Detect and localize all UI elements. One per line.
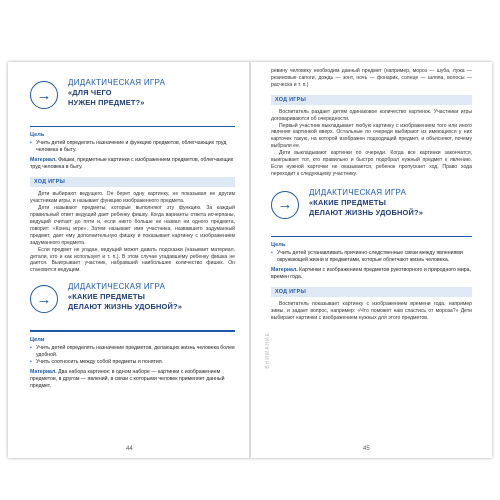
progress-bar: ХОД ИГРЫ	[30, 177, 235, 187]
material-text: Материал. Два набора картинок: в одном наборе — картинки с изображением предметов, в другом — явлений, в связи с которыми человек применяет данный предмет.	[30, 368, 225, 389]
progress-bar: ХОД ИГРЫ	[271, 95, 472, 105]
goal-text: • Учить детей определять назначение предметов, делающих жизнь человека более удобной.	[30, 345, 235, 359]
arrow-right-icon: →	[30, 285, 58, 313]
material-text: Материал. Картинки с изображением предметов рукотворного и природного мира, времен года.	[271, 267, 471, 281]
arrow-right-icon: →	[30, 81, 58, 109]
paragraph: Воспитатель показывает картинку с изображением времени года, например зимы, и задает вопрос, например: «Что поможет нам спастись от мороза?» Дети выбирают картинки с изображением нужных для этого предметов.	[271, 301, 472, 321]
goal-label: Цель	[271, 242, 286, 249]
side-word: ВНИМАНИЕ	[265, 332, 271, 369]
game-label: ДИДАКТИЧЕСКАЯ ИГРА	[68, 282, 166, 292]
goal-text: • Учить детей устанавливать причинно-следственные связи между явлениями окружающей жизни и предметами, которые облегчают жизнь человека.	[271, 250, 472, 264]
goal-label: Цели	[30, 336, 45, 343]
paragraph: Дети выкладывают картинки по очереди. Когда все картинки закончатся, выигрывает тот, кто правильно и быстро подобрал нужный предмет к явлению. Если нужной карточки не оказывается, ребенок пропускает ход. Право хода переходит к следующему участнику.	[271, 150, 472, 177]
game-title-line1: «ДЛЯ ЧЕГО	[68, 88, 112, 97]
paragraph: ревину человеку необходим данный предмет (например, мороз — шуба, лужа — резиновые сапоги, дождь — зонт, ночь — фонарик, солнце — шляпа, волосы — расческа и т. п.)	[271, 68, 472, 88]
paragraph: Первый участник выкладывает любую картинку с изображением того или иного явления картинкой вверх. Остальные по очереди выбирают из имеющихся у них карточек такую, на которой изображен подходящий предмет, и объясняют, почему выбрали ее.	[271, 122, 472, 150]
divider	[271, 236, 472, 237]
game-title-line2: ДЕЛАЮТ ЖИЗНЬ УДОБНОЙ?»	[68, 302, 183, 312]
right-page	[251, 62, 492, 458]
paragraph: Если предмет не угадан, ведущий может давать подсказки (называет материал, детали, кто и как использует и т. п.). В этом случае угадавшему ребенку фишка не дается. Выигрывает участник, набравший наибольшее количество фишек. Он становится ведущим.	[30, 246, 235, 274]
game-title-line1: «КАКИЕ ПРЕДМЕТЫ	[309, 197, 387, 207]
goal-label: Цель	[30, 132, 45, 139]
progress-bar: ХОД ИГРЫ	[271, 287, 472, 297]
paragraph: Воспитатель раздает детям одинаковое количество картинок. Участники игры договариваются об очередности.	[271, 108, 472, 122]
goal-text: • Учить детей определять назначение и функцию предметов, облегчающих труд человека в быту.	[30, 140, 235, 154]
goal-text: • Учить соотносить между собой предметы и понятия.	[30, 359, 235, 366]
game-header	[30, 282, 235, 324]
left-page	[8, 62, 249, 458]
game-label: ДИДАКТИЧЕСКАЯ ИГРА	[309, 187, 407, 197]
page-number: 44	[126, 446, 133, 452]
page-number: 45	[363, 446, 370, 452]
game-title-line1: «КАКИЕ ПРЕДМЕТЫ	[68, 292, 146, 302]
divider	[30, 126, 235, 127]
material-text: Материал. Фишки, предметные картинки с изображением предметов, облегчающих труд человека в быту.	[30, 157, 234, 171]
book-spread	[8, 62, 492, 458]
game-title-line2: НУЖЕН ПРЕДМЕТ?»	[68, 98, 145, 107]
arrow-right-icon: →	[271, 191, 299, 219]
game-label: ДИДАКТИЧЕСКАЯ ИГРА	[68, 78, 166, 87]
paragraph: Дети выбирают ведущего. Он берет одну картинку, не показывая ее другим участникам игры, и называет функцию изображенного предмета.	[30, 191, 235, 205]
paragraph: Дети называют предметы, которые выполняют эту функцию. За каждый правильный ответ ведущий дает ребенку фишку. Когда варианты ответа исчерпаны, ведущий считает до пяти и, если никто больше не назвал ни одного предмета, говорит: «Конец игре». Затем называет имя участника, назвавшего задуманный предмет, дает ему дополнительную фишку и показывает картинку с изображением задуманного предмета.	[30, 205, 235, 246]
game-section	[271, 188, 472, 322]
game-title-line2: ДЕЛАЮТ ЖИЗНЬ УДОБНОЙ?»	[309, 207, 424, 217]
game-header	[30, 78, 235, 120]
game-header	[271, 188, 472, 230]
divider	[30, 330, 235, 331]
